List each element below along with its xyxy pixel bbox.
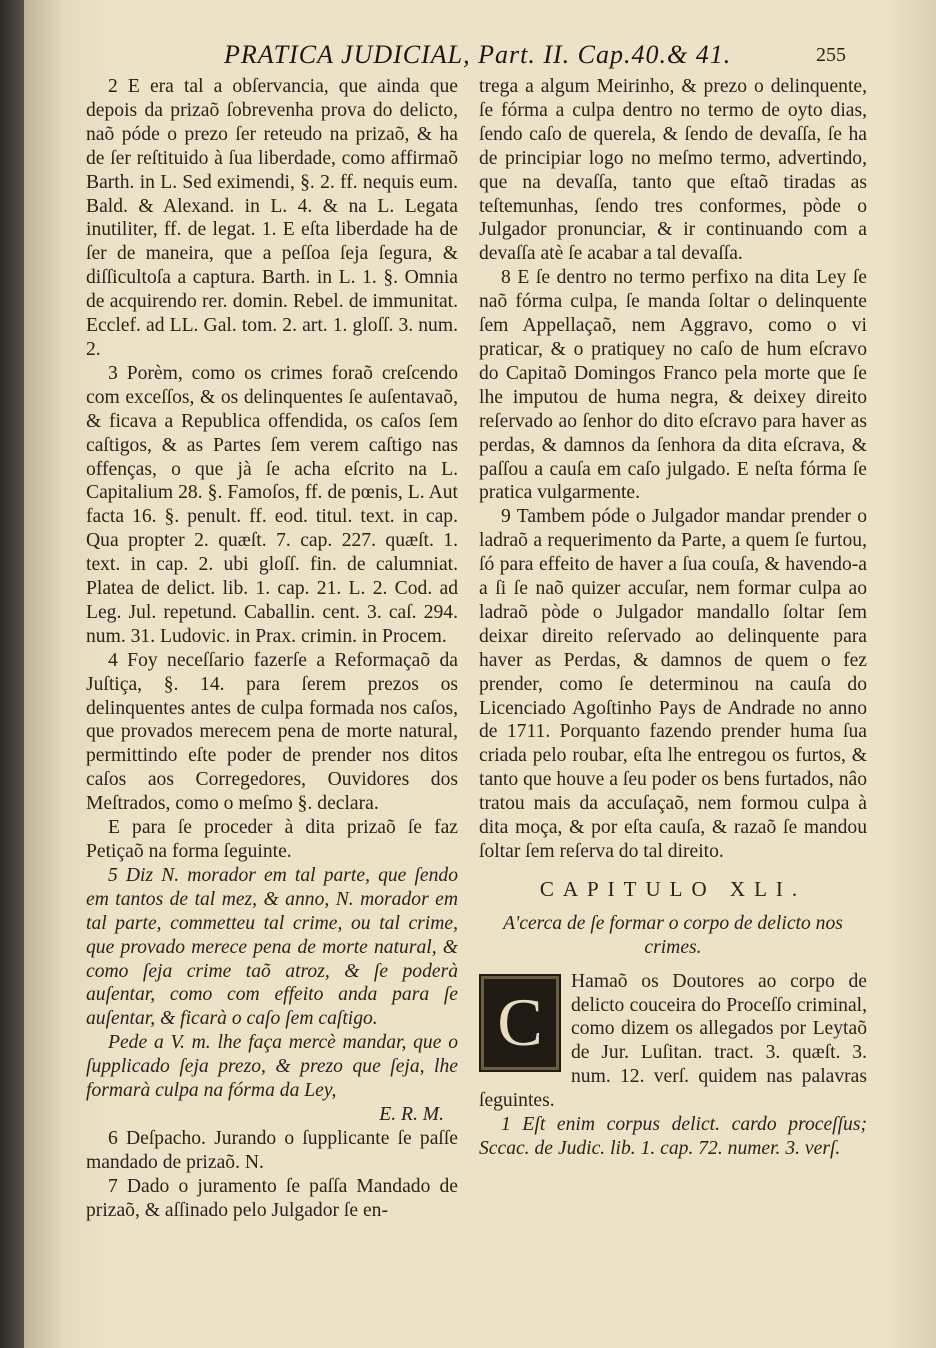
dropcap-letter: C [497, 983, 543, 1060]
running-title: PRATICA JUDICIAL, Part. II. Cap.40.& 41. [224, 40, 732, 69]
chapter-intro: Hamaõ os Doutores ao corpo de delicto couceira do Proceſſo criminal, como dizem os allegados por Leytaõ de Jur. Luſitan. tract. 3. quæſt. 3. num. 12. verſ. quidem nas palavras ſeguintes. [479, 970, 867, 1112]
book-gutter [0, 0, 24, 1348]
paragraph-5-petition: 5 Diz N. morador em tal parte, que ſendo em tantos de tal mez, & anno, N. morador em tal parte, commetteu tal crime, ou tal crime, que provado merece pena de morte natural, & como ſeja crime taõ atroz, & ſe poderà auſentar, como com effeito anda para ſe auſentar, & ficarà o caſo ſem caſtigo. [86, 864, 458, 1030]
paragraph-4-petition-intro: E para ſe proceder à dita prizaõ ſe faz Petiçaõ na forma ſeguinte. [86, 817, 458, 862]
chapter-subtitle: A'cerca de ſe formar o corpo de delicto nos crimes. [503, 912, 843, 958]
paragraph-2: 2 E era tal a obſervancia, que ainda que depois da prizaõ ſobrevenha prova do delicto, naõ póde o prezo ſer reteudo na prizaõ, & ha de ſer reſtituido à ſua liberdade, como affirmaõ Barth. in L. Sed eximendi, §. 2. ff. nequis eum. Bald. & Alexand. in L. 4. & na L. Legata inutiliter, ff. de legat. 1. E eſta liberdade ha de ſer de maneira, que a peſſoa ſeja ſegura, & diſſicultoſa a captura. Barth. in L. 1. §. Omnia de acquirendo rer. domin. Rebel. de immunitat. Ecclef. ad LL. Gal. tom. 2. art. 1. gloſſ. 3. num. 2. [86, 76, 458, 360]
chapter-paragraph-1: 1 Eſt enim corpus delict. cardo proceſſus; Sccac. de Judic. lib. 1. cap. 72. numer. 3. verſ. [479, 1114, 867, 1159]
chapter-intro-block [479, 970, 867, 1161]
left-column [86, 75, 458, 1223]
paragraph-4: 4 Foy neceſſario fazerſe a Reformaçaõ da Juſtiça, §. 14. para ſerem prezos os delinquentes antes de culpa formada nos caſos, que provados merecem pena de morte natural, permittindo eſte poder de prender nos ditos caſos aos Corregedores, Ouvidores dos Meſtrados, como o meſmo §. declara. [86, 649, 458, 815]
petition-request: Pede a V. m. lhe faça mercè mandar, que o ſupplicado ſeja prezo, & prezo que ſeja, lhe formarà culpa na fórma da Ley, [86, 1032, 458, 1102]
right-column [479, 75, 867, 1161]
book-page [24, 0, 936, 1348]
petition-closing: E. R. M. [379, 1103, 444, 1125]
page-number: 255 [816, 44, 846, 66]
chapter-heading: CAPITULO XLI. [539, 876, 807, 901]
paragraph-6-despacho: 6 Deſpacho. Jurando o ſupplicante ſe paſſe mandado de prizaõ. N. [86, 1127, 458, 1173]
paragraph-8: 8 E ſe dentro no termo perfixo na dita Ley ſe naõ fórma culpa, ſe manda ſoltar o delinquente ſem Appellaçaõ, nem Aggravo, como o vi praticar, & o pratiquey no caſo de hum eſcravo do Capitaõ Domingos Franco pela morte que ſe lhe imputou de huma negra, & deixey direito reſervado ao ſenhor do dito eſcravo para haver as perdas, & damnos da ſenhora da dita eſcrava, & paſſou a cauſa em caſo julgado. E neſta fórma ſe pratica vulgarmente. [479, 267, 867, 504]
paragraph-9: 9 Tambem póde o Julgador mandar prender o ladraõ a requerimento da Parte, a quem ſe furtou, ſó para effeito de haver a ſua couſa, & havendo-a a ſi ſe naõ quizer accuſar, nem formar culpa ao ladraõ pòde o Julgador mandallo ſoltar ſem deixar direito reſervado ao delinquente para haver as Perdas, & damnos de quem o fez prender, como ſe determinou na cauſa do Licenciado Agoſtinho Pays de Andrade no anno de 1711. Porquanto fazendo prender huma ſua criada pelo roubar, eſta lhe entregou os furtos, & tanto que houve a ſeu poder os bens furtados, nâo tratou mais da accuſaçaõ, nem formou culpa à dita moça, & por eſta cauſa, & razaõ ſe mandou ſoltar ſem reſerva do tal direito. [479, 506, 867, 862]
paragraph-7: 7 Dado o juramento ſe paſſa Mandado de prizaõ, & aſſinado pelo Julgador ſe en- [86, 1175, 458, 1221]
paragraph-3: 3 Porèm, como os crimes foraõ creſcendo com exceſſos, & os delinquentes ſe auſentavaõ, & ficava a Republica offendida, os caſos ſem caſtigos, & as Partes ſem verem caſtigo nas offenças, o que jà ſe acha eſcrito na L. Capitalium 28. §. Famoſos, ff. de pœnis, L. Aut facta 16. §. penult. ff. eod. titul. text. in cap. Qua propter 2. quæſt. 7. cap. 227. quæſt. 1. text. in cap. 2. ubi gloſſ. fin. de calumniat. Platea de delict. lib. 1. cap. 21. L. 2. Cod. ad Leg. Jul. repetund. Caballin. cent. 3. caſ. 294. num. 31. Ludovic. in Prax. crimin. in Procem. [86, 362, 458, 647]
ornamental-dropcap [479, 974, 561, 1072]
paragraph-7-continued: trega a algum Meirinho, & prezo o delinquente, ſe fórma a culpa dentro no termo de oyto dias, ſendo caſo de querela, & ſendo de devaſſa, ſe ha de principiar logo no meſmo termo, advertindo, que na devaſſa, tanto que eſtaõ tiradas as teſtemunhas, ſendo tres conformes, pòde o Julgador pronunciar, & ir continuando com a devaſſa atè ſe acabar a tal devaſſa. [479, 76, 867, 265]
